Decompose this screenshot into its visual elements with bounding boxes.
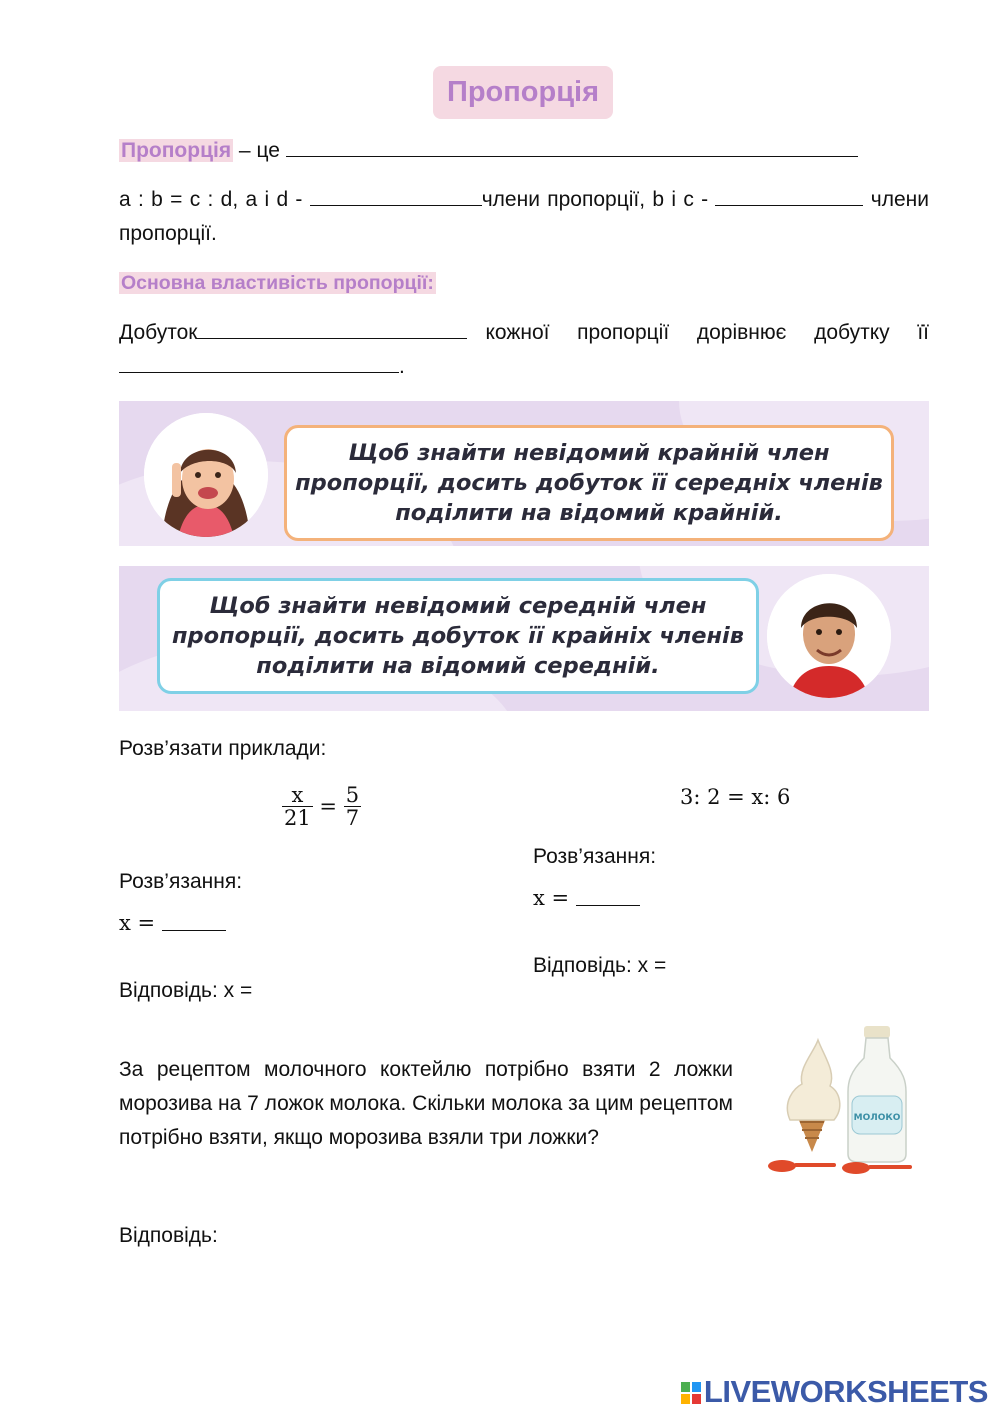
boy-avatar — [767, 574, 891, 698]
terms-part3: члени пропорції. — [119, 188, 929, 245]
property-part3: . — [399, 355, 405, 378]
word-problem-text: За рецептом молочного коктейлю потрібно взяти 2 ложки морозива на 7 ложок молока. Скільки молока за цим рецептом потрібно взяти, якщо морозива взяли три ложки? — [119, 1058, 733, 1149]
ice-cream-milk-icon — [764, 1022, 916, 1182]
rule-banner-extreme — [119, 401, 929, 546]
rule-bubble-extreme — [284, 425, 894, 541]
rule-middle-line1: Щоб знайти невідомий середній член — [209, 593, 707, 619]
terms-part2: члени пропорції, b і c - — [481, 188, 716, 211]
exercises-heading: Розв’язати приклади: — [119, 737, 327, 760]
left-frac2-numerator: 5 — [345, 783, 360, 807]
property-answer-field-1[interactable] — [197, 316, 467, 339]
property-paragraph — [119, 316, 929, 384]
rule-extreme-line1: Щоб знайти невідомий крайній член — [348, 440, 830, 466]
rule-extreme-line3: поділити на відомий крайній. — [395, 500, 783, 526]
liveworksheets-logo[interactable] — [681, 1374, 988, 1410]
property-heading: Основна властивість пропорції: — [121, 272, 434, 294]
rule-extreme-line2: пропорції, досить добуток її середніх членів — [295, 470, 883, 496]
right-x-input[interactable] — [576, 893, 640, 906]
left-fraction-1 — [282, 784, 313, 829]
milk-bottle-label: МОЛОКО — [853, 1113, 901, 1123]
milkshake-illustration — [764, 1022, 916, 1182]
definition-text: – це — [233, 139, 286, 162]
right-solution-label: Розв’язання: — [533, 845, 657, 868]
page-title: Пропорція — [433, 66, 613, 119]
left-solution-label: Розв’язання: — [119, 870, 243, 893]
left-x-line — [119, 911, 226, 935]
left-equation — [282, 784, 361, 829]
property-part2: кожної пропорції дорівнює добутку її — [485, 321, 929, 344]
left-equals-sign: = — [319, 794, 338, 819]
terms-paragraph — [119, 183, 929, 251]
definition-line — [119, 134, 929, 168]
left-x-input[interactable] — [162, 918, 226, 931]
property-heading-wrap — [119, 266, 436, 300]
rule-middle-line2: пропорції, досить добуток її крайніх членів — [171, 623, 744, 649]
right-equation: 3: 2 = x: 6 — [680, 785, 791, 809]
liveworksheets-text: LIVEWORKSHEETS — [703, 1374, 988, 1409]
liveworksheets-icon — [681, 1376, 701, 1398]
left-fraction-2 — [344, 784, 361, 829]
middle-terms-field[interactable] — [715, 183, 863, 206]
terms-part1: a : b = c : d, a і d - — [119, 188, 310, 211]
right-x-line — [533, 886, 640, 910]
left-frac1-denominator: 21 — [284, 806, 311, 830]
girl-avatar — [144, 413, 268, 537]
left-answer-label: Відповідь: x = — [119, 979, 253, 1002]
definition-term: Пропорція — [121, 139, 232, 162]
problem-answer-label: Відповідь: — [119, 1224, 218, 1247]
rule-middle-line3: поділити на відомий середній. — [256, 653, 660, 679]
definition-answer-field[interactable] — [286, 134, 858, 157]
left-x-label: x = — [119, 911, 156, 935]
rule-bubble-middle — [157, 578, 759, 694]
extreme-terms-field[interactable] — [310, 183, 482, 206]
right-x-label: x = — [533, 886, 570, 910]
property-part1: Добуток — [119, 321, 198, 344]
rule-banner-middle — [119, 566, 929, 711]
property-answer-field-2[interactable] — [119, 350, 399, 373]
left-frac1-numerator: x — [282, 784, 313, 807]
left-frac2-denominator: 7 — [345, 806, 360, 830]
right-answer-label: Відповідь: x = — [533, 954, 667, 977]
